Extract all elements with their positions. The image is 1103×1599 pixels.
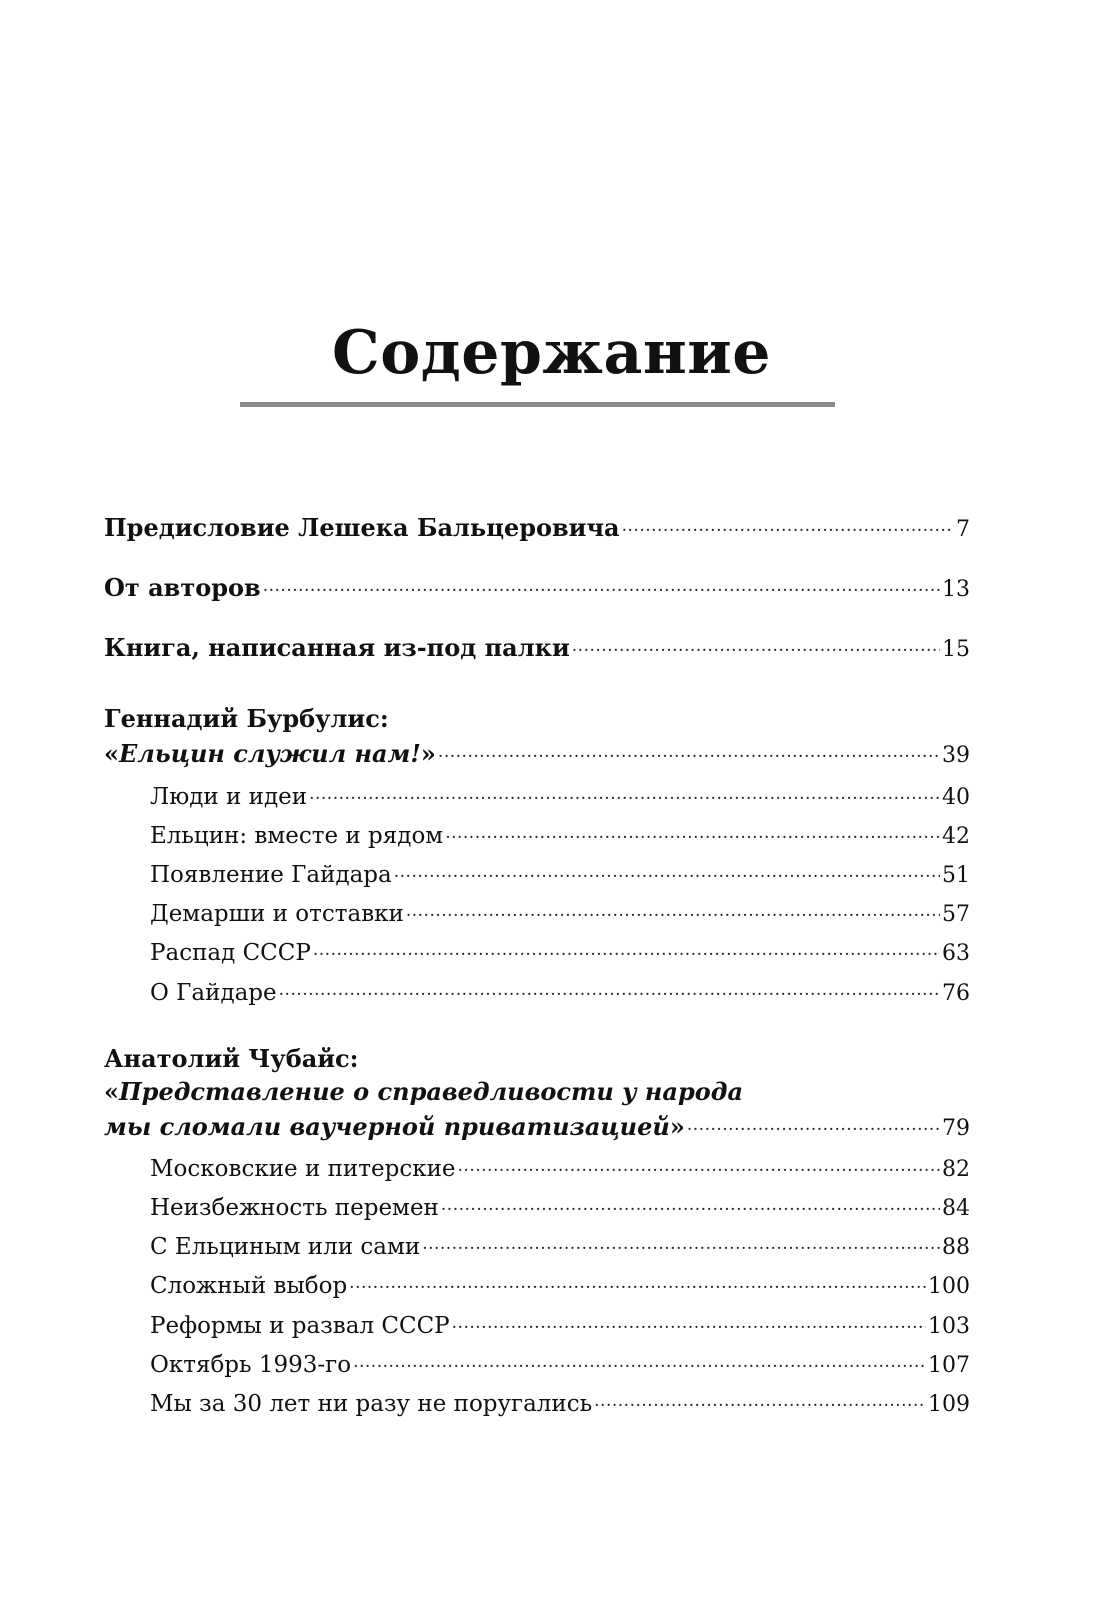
toc-subentry-page: 40 (942, 785, 970, 810)
toc-entry-section2-title[interactable] (104, 1111, 970, 1141)
toc-entry-page: 39 (942, 743, 970, 768)
dot-leader (622, 512, 954, 536)
dot-leader (406, 898, 940, 921)
toc-entry-label: От авторов (104, 573, 261, 602)
toc-subentry[interactable] (150, 1192, 970, 1221)
toc-subentry[interactable] (150, 1310, 970, 1339)
toc-entry-label: Предисловие Лешека Бальцеровича (104, 513, 620, 542)
toc-subentry-label: С Ельциным или сами (150, 1234, 421, 1260)
toc-subentry-label: Люди и идеи (150, 784, 308, 810)
toc-subentry-label: Октябрь 1993-го (150, 1352, 352, 1378)
toc-entry-page: 13 (942, 577, 970, 602)
toc-subentry-page: 103 (928, 1314, 970, 1339)
page-title: Содержание (332, 318, 771, 388)
dot-leader (349, 1270, 926, 1293)
section-author-burbulis: Геннадий Бурбулис: (104, 704, 389, 733)
quote-close: » (420, 739, 436, 768)
dot-leader (452, 1310, 926, 1333)
dot-leader (687, 1111, 940, 1135)
quote-text-line2: мы сломали ваучерной приватизацией (104, 1112, 670, 1141)
toc-subentry-label: Распад СССР (150, 940, 311, 966)
toc-subentry-page: 100 (928, 1274, 970, 1299)
toc-subentry-page: 51 (942, 863, 970, 888)
toc-subentry-page: 88 (942, 1235, 970, 1260)
toc-subentry-label: Реформы и развал СССР (150, 1313, 450, 1339)
dot-leader (263, 572, 940, 596)
toc-subentry-label: О Гайдаре (150, 980, 277, 1006)
section-author-chubais: Анатолий Чубайс: (104, 1044, 359, 1073)
toc-subentry[interactable] (150, 1270, 970, 1299)
toc-entry-book[interactable] (104, 632, 970, 662)
dot-leader (572, 632, 940, 656)
toc-subentry[interactable] (150, 1153, 970, 1182)
toc-subentry-page: 109 (928, 1392, 970, 1417)
toc-subentry-label: Мы за 30 лет ни разу не поругались (150, 1391, 593, 1417)
dot-leader (422, 1231, 940, 1254)
section-quote-line1 (104, 1077, 743, 1106)
toc-subentry-label: Московские и питерские (150, 1156, 456, 1182)
toc-subentry-page: 107 (928, 1353, 970, 1378)
toc-subentry[interactable] (150, 937, 970, 966)
toc-subentry[interactable] (150, 1231, 970, 1260)
dot-leader (309, 781, 940, 804)
dot-leader (441, 1192, 940, 1215)
toc-subentry-page: 82 (942, 1157, 970, 1182)
dot-leader (445, 820, 940, 843)
toc-entry-page: 15 (942, 637, 970, 662)
toc-subentry-label: Сложный выбор (150, 1273, 348, 1299)
section-quote (104, 739, 436, 768)
quote-open: « (104, 1077, 119, 1106)
toc-subentry-page: 84 (942, 1196, 970, 1221)
toc-subentry[interactable] (150, 859, 970, 888)
dot-leader (438, 738, 940, 762)
dot-leader (313, 937, 940, 960)
section-quote-line2 (104, 1112, 685, 1141)
toc-entry-authors[interactable] (104, 572, 970, 602)
quote-text-line1: Представление о справедливости у народа (119, 1077, 743, 1106)
toc-subentry-page: 76 (942, 981, 970, 1006)
dot-leader (458, 1153, 940, 1176)
toc-subentry-label: Ельцин: вместе и рядом (150, 823, 444, 849)
dot-leader (279, 977, 940, 1000)
quote-open: « (104, 739, 119, 768)
toc-entry-page: 7 (956, 517, 970, 542)
toc-subentry-page: 57 (942, 902, 970, 927)
dot-leader (594, 1388, 926, 1411)
toc-subentry[interactable] (150, 977, 970, 1006)
dot-leader (394, 859, 940, 882)
quote-text: Ельцин служил нам! (119, 739, 421, 768)
toc-entry-label: Книга, написанная из-под палки (104, 633, 570, 662)
toc-subentry[interactable] (150, 898, 970, 927)
quote-close: » (669, 1112, 685, 1141)
toc-entry-preface[interactable] (104, 512, 970, 542)
toc-subentry-page: 42 (942, 824, 970, 849)
toc-entry-page: 79 (942, 1116, 970, 1141)
title-underline (240, 402, 835, 407)
toc-subentry[interactable] (150, 1388, 970, 1417)
toc-subentry-label: Появление Гайдара (150, 862, 392, 888)
dot-leader (353, 1349, 926, 1372)
toc-subentry[interactable] (150, 820, 970, 849)
toc-subentry-page: 63 (942, 941, 970, 966)
toc-subentry-label: Демарши и отставки (150, 901, 404, 927)
toc-entry-section1-title[interactable] (104, 738, 970, 768)
toc-subentry-label: Неизбежность перемен (150, 1195, 439, 1221)
toc-subentry[interactable] (150, 781, 970, 810)
toc-subentry[interactable] (150, 1349, 970, 1378)
